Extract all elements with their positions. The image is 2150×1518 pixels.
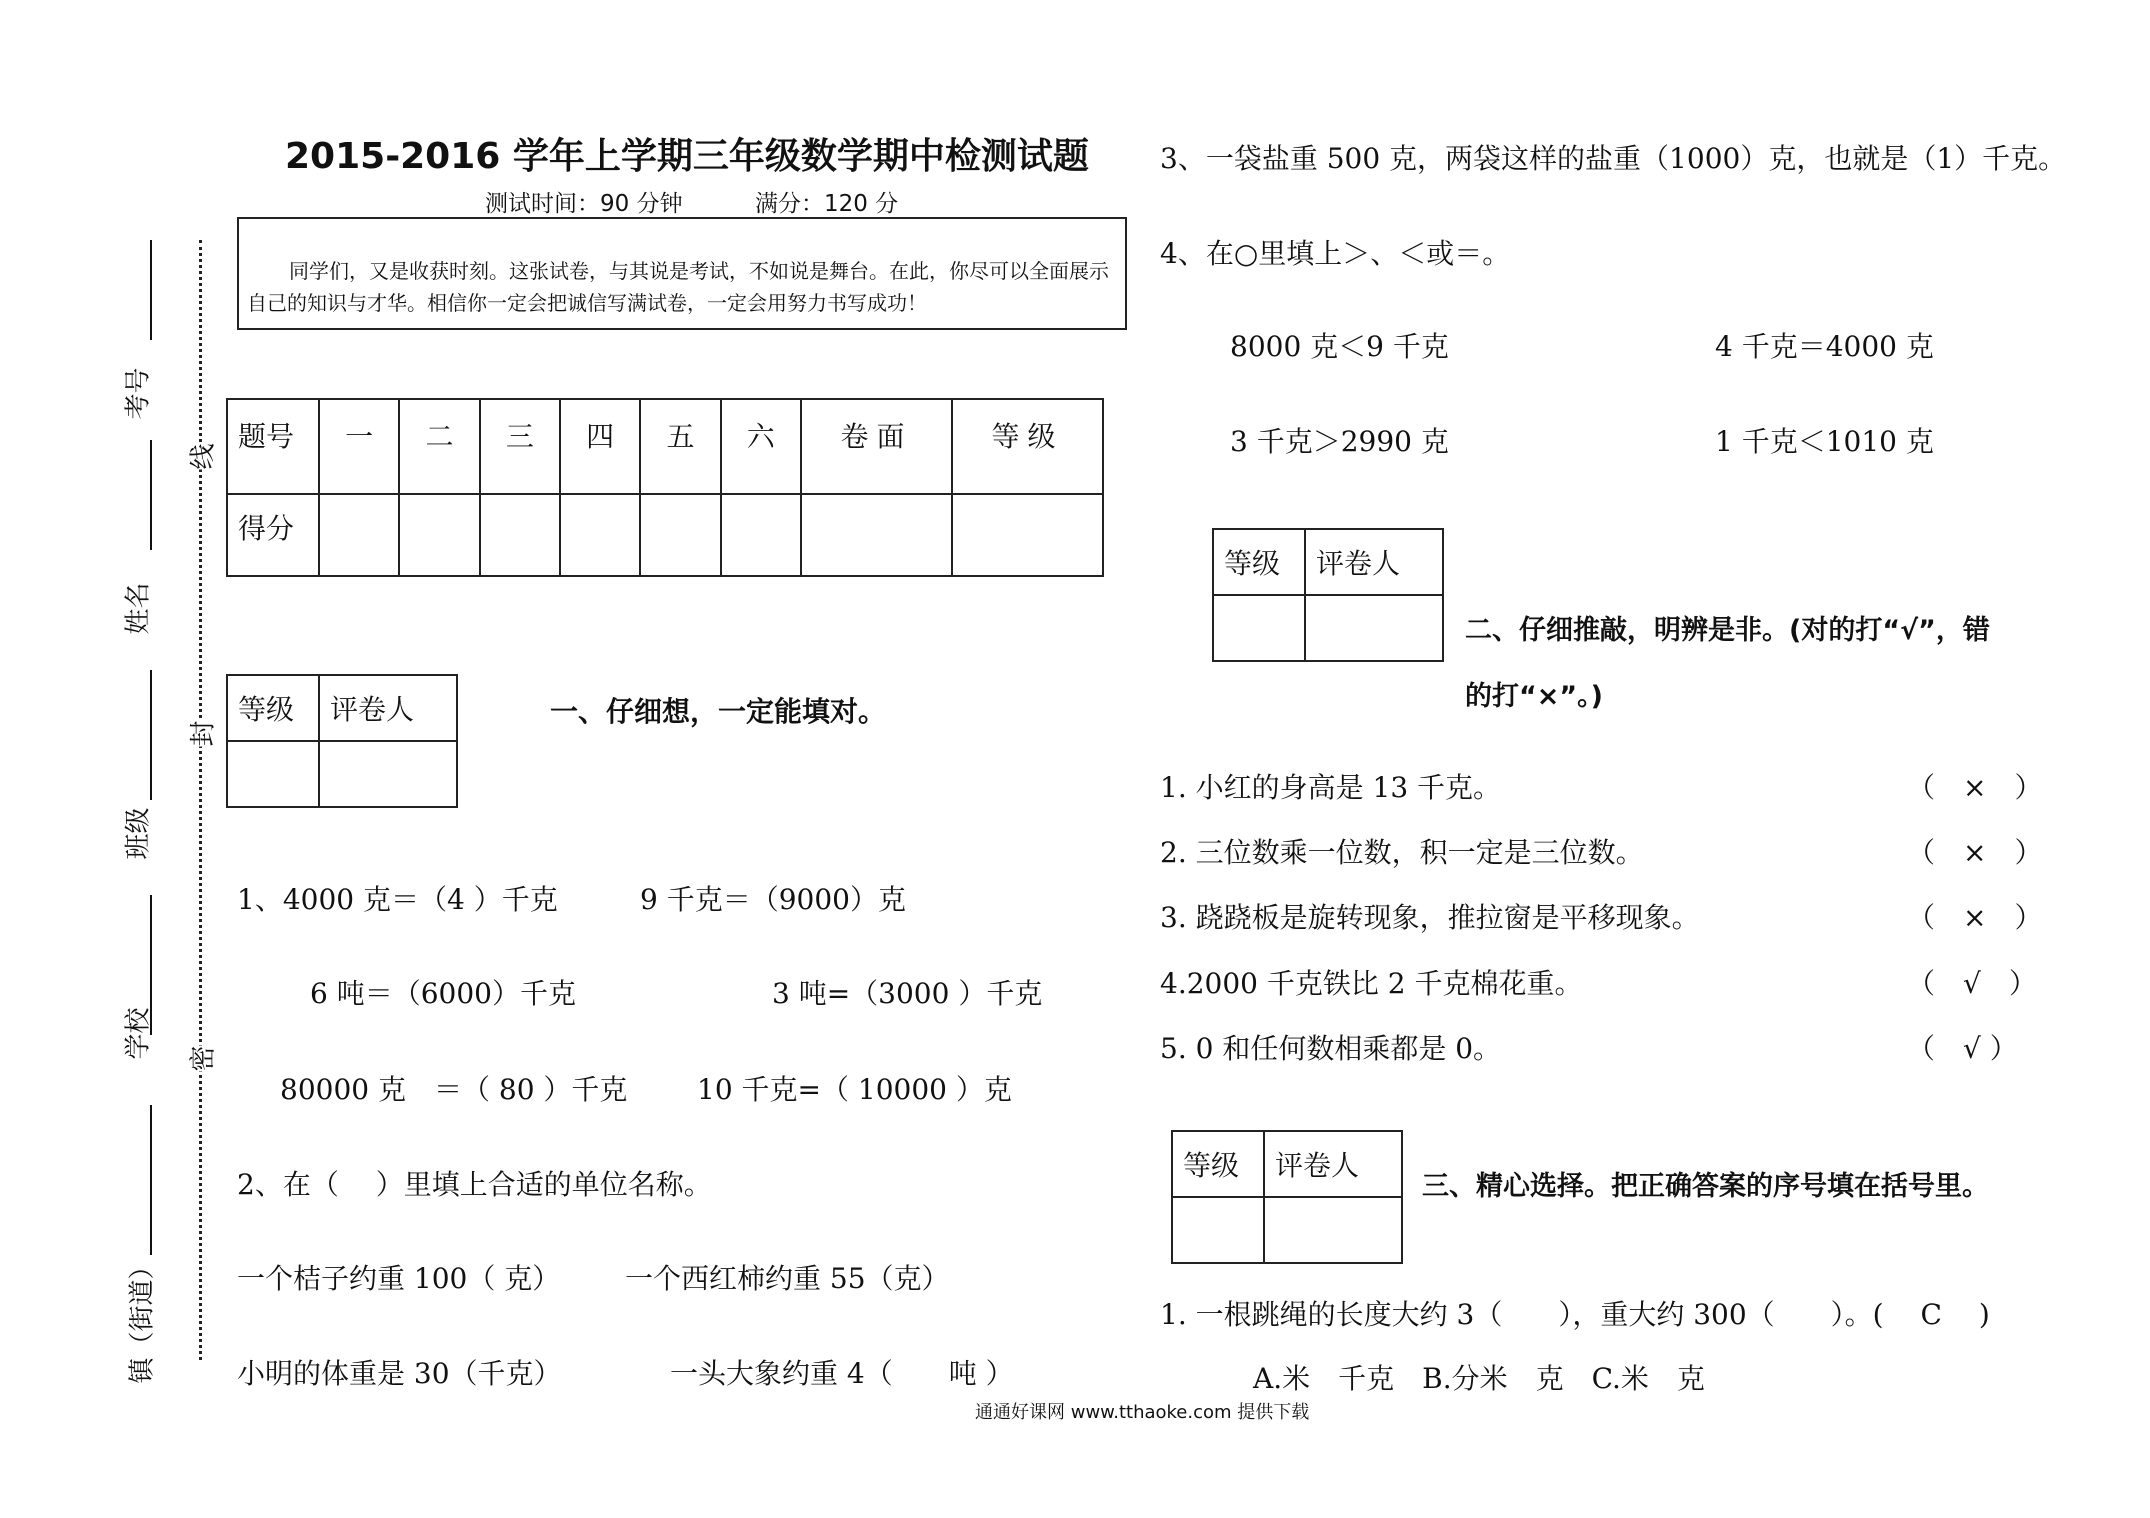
score-cell[interactable] [319,494,399,576]
field-name: 姓名 [123,582,154,635]
margin-line-1 [150,240,152,340]
section2-title-line2: 的打“×”。) [1465,681,1603,712]
footer-credit: 通通好课网 www.tthaoke.com 提供下载 [975,1402,1310,1423]
grader-name-cell[interactable] [1305,595,1443,661]
score-cell[interactable] [801,494,952,576]
q2-c: 小明的体重是 30（千克） [237,1357,562,1390]
q1-f: 10 千克=（ 10000 ）克 [697,1073,1012,1106]
q3: 3、一袋盐重 500 克，两袋这样的盐重（1000）克，也就是（1）千克。 [1160,142,2067,175]
grader-name-label: 评卷人 [319,675,457,741]
seal-char-line: 线 [183,443,220,469]
score-cell[interactable] [480,494,560,576]
q4-prompt: 4、在○里填上＞、＜或＝。 [1160,237,1511,270]
judge-item-answer: （ × ） [1907,901,2043,934]
s3-q1-options: A.米 千克 B.分米 克 C.米 克 [1253,1362,1705,1395]
judge-item-answer: （ × ） [1907,836,2043,869]
full-score: 满分：120 分 [755,191,899,217]
score-header-neatness: 卷面 [801,399,952,494]
q4-d: 1 千克＜1010 克 [1715,425,1934,458]
grader-box-3 [1171,1130,1403,1264]
seal-char-secret: 密 [183,1045,220,1071]
q1-b: 9 千克＝（9000）克 [640,883,906,916]
margin-line-2 [150,440,152,550]
grader-box-1 [226,674,458,808]
intro-text: 同学们，又是收获时刻。这张试卷，与其说是考试，不如说是舞台。在此，你尽可以全面展示自己的知识与才华。相信你一定会把诚信写满试卷，一定会用努力书写成功！ [247,259,1109,315]
margin-line-3 [150,670,152,800]
margin-line-5 [150,1105,152,1255]
grader-name-cell[interactable] [1264,1197,1402,1263]
q2-d: 一头大象约重 4（ 吨 ） [670,1357,1014,1390]
q1-a: 1、4000 克＝（4 ）千克 [237,883,558,916]
judge-item-answer: （ √ ） [1907,1032,2018,1065]
score-header-number: 题号 [227,399,319,494]
score-header-2: 二 [399,399,479,494]
grader-grade-cell[interactable] [1213,595,1305,661]
score-header-grade: 等级 [952,399,1103,494]
field-exam-number: 考号 [123,367,154,420]
grader-name-label: 评卷人 [1305,529,1443,595]
judge-item-text: 1. 小红的身高是 13 千克。 [1160,771,1502,804]
score-header-1: 一 [319,399,399,494]
s3-q1: 1. 一根跳绳的长度大约 3（ ），重大约 300（ ）。( C ) [1160,1298,1990,1331]
score-cell[interactable] [640,494,720,576]
score-header-6: 六 [721,399,801,494]
q1-c: 6 吨＝（6000）千克 [310,977,576,1010]
judge-item-answer: （ × ） [1907,771,2043,804]
section2-title-line1: 二、仔细推敲，明辨是非。(对的打“√”，错 [1465,615,1990,646]
score-cell[interactable] [721,494,801,576]
q4-b: 4 千克＝4000 克 [1715,330,1934,363]
seal-char-seal: 封 [183,720,220,746]
judge-item-text: 3. 跷跷板是旋转现象，推拉窗是平移现象。 [1160,901,1700,934]
score-cell[interactable] [399,494,479,576]
q2-b: 一个西红柿约重 55（克） [625,1262,950,1295]
q2-prompt: 2、在（ ）里填上合适的单位名称。 [237,1168,712,1201]
judge-item-text: 2. 三位数乘一位数，积一定是三位数。 [1160,836,1644,869]
section1-title: 一、仔细想，一定能填对。 [550,695,887,728]
grader-name-label: 评卷人 [1264,1131,1402,1197]
judge-item-answer: （ √ ） [1907,967,2037,1000]
judge-item-text: 4.2000 千克铁比 2 千克棉花重。 [1160,967,1583,1000]
grader-box-2 [1212,528,1444,662]
score-cell[interactable] [952,494,1103,576]
test-time: 测试时间：90 分钟 [485,191,683,217]
intro-box [237,217,1127,330]
judge-item-text: 5. 0 和任何数相乘都是 0。 [1160,1032,1502,1065]
field-class: 班级 [123,807,154,860]
q2-a: 一个桔子约重 100（ 克） [237,1262,561,1295]
grader-name-cell[interactable] [319,741,457,807]
q1-e: 80000 克 ＝（ 80 ）千克 [280,1073,628,1106]
score-row-label: 得分 [227,494,319,576]
q4-a: 8000 克＜9 千克 [1230,330,1449,363]
grader-grade-label: 等级 [227,675,319,741]
field-school: 学校 [123,1007,154,1060]
field-town: 镇（街道） [127,1253,158,1384]
score-table [226,398,1104,577]
q1-d: 3 吨=（3000 ）千克 [772,977,1043,1010]
grader-grade-cell[interactable] [227,741,319,807]
score-cell[interactable] [560,494,640,576]
grader-grade-cell[interactable] [1172,1197,1264,1263]
seal-dotted-line [199,240,202,1360]
score-header-4: 四 [560,399,640,494]
section3-title: 三、精心选择。把正确答案的序号填在括号里。 [1422,1171,1989,1202]
score-header-5: 五 [640,399,720,494]
score-header-3: 三 [480,399,560,494]
q4-c: 3 千克＞2990 克 [1230,425,1449,458]
grader-grade-label: 等级 [1213,529,1305,595]
page-title: 2015-2016 学年上学期三年级数学期中检测试题 [285,136,1089,177]
grader-grade-label: 等级 [1172,1131,1264,1197]
